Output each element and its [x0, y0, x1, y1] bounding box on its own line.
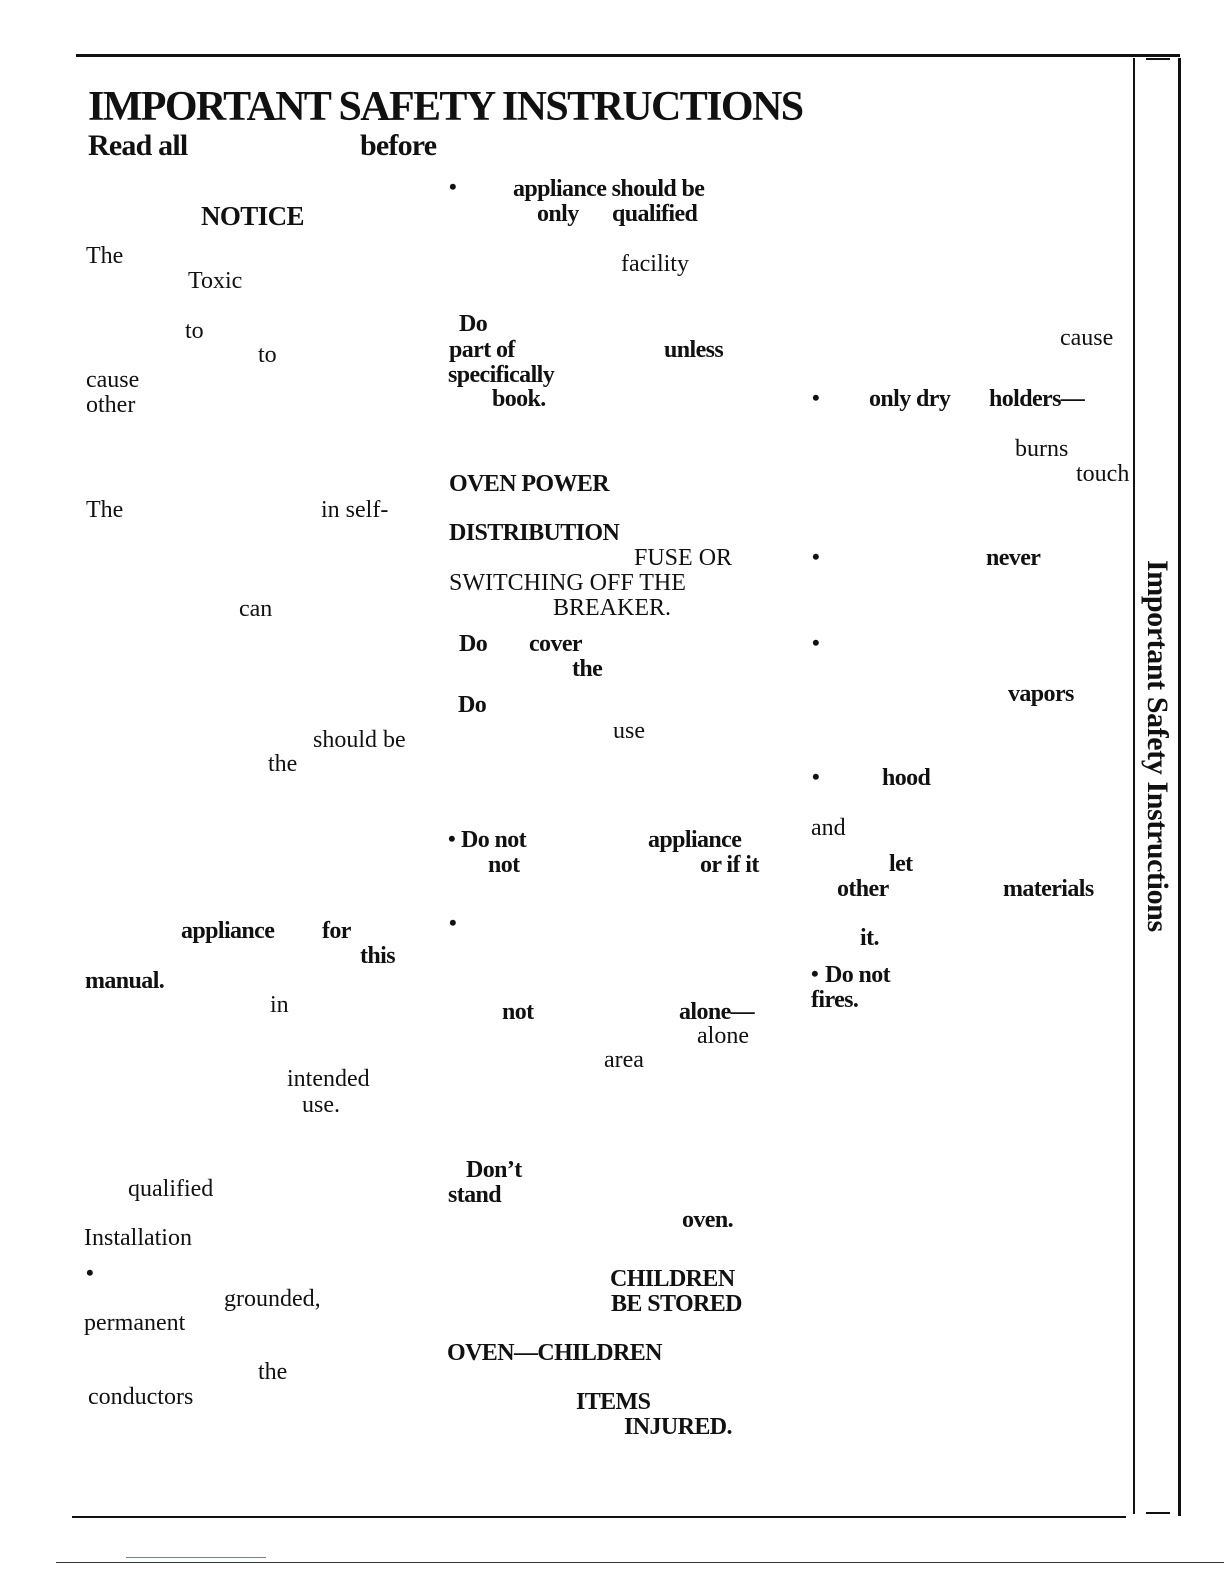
bottom-rule [72, 1516, 1126, 1518]
col2-text-bold: part of [449, 337, 515, 363]
col2-text: use [613, 718, 645, 744]
col2-text-bold: Do [458, 692, 487, 718]
col2-text-bold: the [572, 656, 603, 682]
top-rule [76, 54, 1180, 57]
col2-text-bold: only [537, 201, 579, 227]
col2-text-bold: OVEN—CHILDREN [447, 1340, 662, 1366]
bullet-mark: • [449, 174, 457, 199]
col1-text: to [258, 342, 277, 368]
col3-text-bold: it. [860, 925, 879, 951]
col1-text: to [185, 318, 204, 344]
col1-text: should be [313, 727, 406, 753]
bullet-mark: • [812, 630, 820, 655]
col3-text-bold: Do not [825, 962, 891, 988]
col1-text: The [86, 497, 124, 523]
col1-text: can [239, 596, 273, 622]
col2-text-bold: book. [492, 386, 546, 412]
col1-text: intended [287, 1066, 370, 1092]
col3-text: touch [1076, 461, 1130, 487]
col2-text-bold: unless [664, 337, 724, 363]
bullet-mark: • [86, 1260, 94, 1285]
sidebar-top-tick [1146, 58, 1170, 60]
col2-text-bold: OVEN POWER [449, 471, 610, 497]
col2-text: area [604, 1047, 644, 1073]
col3-text-bold: other [837, 876, 889, 902]
col2-text: facility [621, 251, 689, 277]
sidebar-bottom-tick [1146, 1512, 1170, 1514]
col3-text-bold: vapors [1008, 681, 1074, 707]
col2-text: FUSE OR [634, 545, 733, 571]
col2-text: BREAKER. [553, 595, 672, 621]
col2-text-bold: INJURED. [624, 1414, 732, 1440]
col2-text-bold: Don’t [466, 1157, 522, 1183]
notice-heading: NOTICE [201, 201, 304, 231]
col3-text: cause [1060, 325, 1114, 351]
col1-text: cause [86, 367, 140, 393]
col1-text: Toxic [188, 268, 243, 294]
col2-text-bold: qualified [612, 201, 698, 227]
bullet-mark: • [812, 764, 820, 789]
col2-text-bold: specifically [448, 362, 555, 388]
col2-text-bold: Do not [461, 827, 527, 853]
footer-mark [126, 1557, 266, 1558]
col3-text-bold: fires. [811, 987, 859, 1013]
col2-text-bold: appliance should be [513, 176, 705, 202]
subtitle-part-1: Read all [88, 129, 188, 162]
col3-text: burns [1015, 436, 1069, 462]
bullet-mark: • [448, 826, 456, 851]
bullet-mark: • [449, 910, 457, 935]
col1-text: other [86, 392, 136, 418]
bullet-mark: • [812, 385, 820, 410]
col2-text-bold: BE STORED [611, 1291, 742, 1317]
col3-text-bold: only dry [869, 386, 951, 412]
col1-text: in self- [321, 497, 389, 523]
bullet-mark: • [811, 961, 819, 986]
col1-text-bold: for [322, 918, 351, 944]
col1-text: The [86, 243, 124, 269]
col1-text: in [270, 992, 289, 1018]
col2-text-bold: appliance [648, 827, 742, 853]
col2-text: SWITCHING OFF THE [449, 570, 686, 596]
col2-text-bold: stand [448, 1182, 502, 1208]
col2-text-bold: ITEMS [576, 1389, 651, 1415]
col1-text: conductors [88, 1384, 194, 1410]
col1-text: grounded, [224, 1286, 321, 1312]
col1-text: the [268, 751, 298, 777]
bullet-mark: • [812, 544, 820, 569]
page-edge-rule [56, 1562, 1224, 1563]
col2-text-bold: Do [459, 631, 488, 657]
page-title: IMPORTANT SAFETY INSTRUCTIONS [88, 84, 803, 130]
col1-text-bold: this [360, 943, 395, 969]
col2-text-bold: not [502, 999, 534, 1025]
col1-text: the [258, 1359, 288, 1385]
col3-text-bold: let [889, 851, 913, 877]
col2-text-bold: CHILDREN [610, 1266, 735, 1292]
subtitle-part-2: before [360, 129, 437, 162]
col1-text: use. [302, 1092, 340, 1118]
col1-text-bold: manual. [85, 968, 165, 994]
col2-text-bold: DISTRIBUTION [449, 520, 620, 546]
col3-text-bold: materials [1003, 876, 1094, 902]
col3-text-bold: hood [882, 765, 931, 791]
col2-text-bold: Do [459, 311, 488, 337]
sidebar-left-rule [1133, 58, 1135, 1514]
col1-text: qualified [128, 1176, 214, 1202]
col1-text: Installation [84, 1225, 192, 1251]
col1-text-bold: appliance [181, 918, 275, 944]
col1-text: permanent [84, 1310, 186, 1336]
sidebar-right-rule [1178, 58, 1181, 1516]
col3-text: and [811, 815, 846, 841]
col3-text-bold: never [986, 545, 1041, 571]
col3-text-bold: holders— [989, 386, 1085, 412]
col2-text-bold: alone— [679, 999, 755, 1025]
col2-text: alone [697, 1023, 749, 1049]
col2-text-bold: or if it [700, 852, 759, 878]
col2-text-bold: not [488, 852, 520, 878]
col2-text-bold: oven. [682, 1207, 734, 1233]
col2-text-bold: cover [529, 631, 582, 657]
sidebar-section-label: Important Safety Instructions [1141, 560, 1174, 932]
